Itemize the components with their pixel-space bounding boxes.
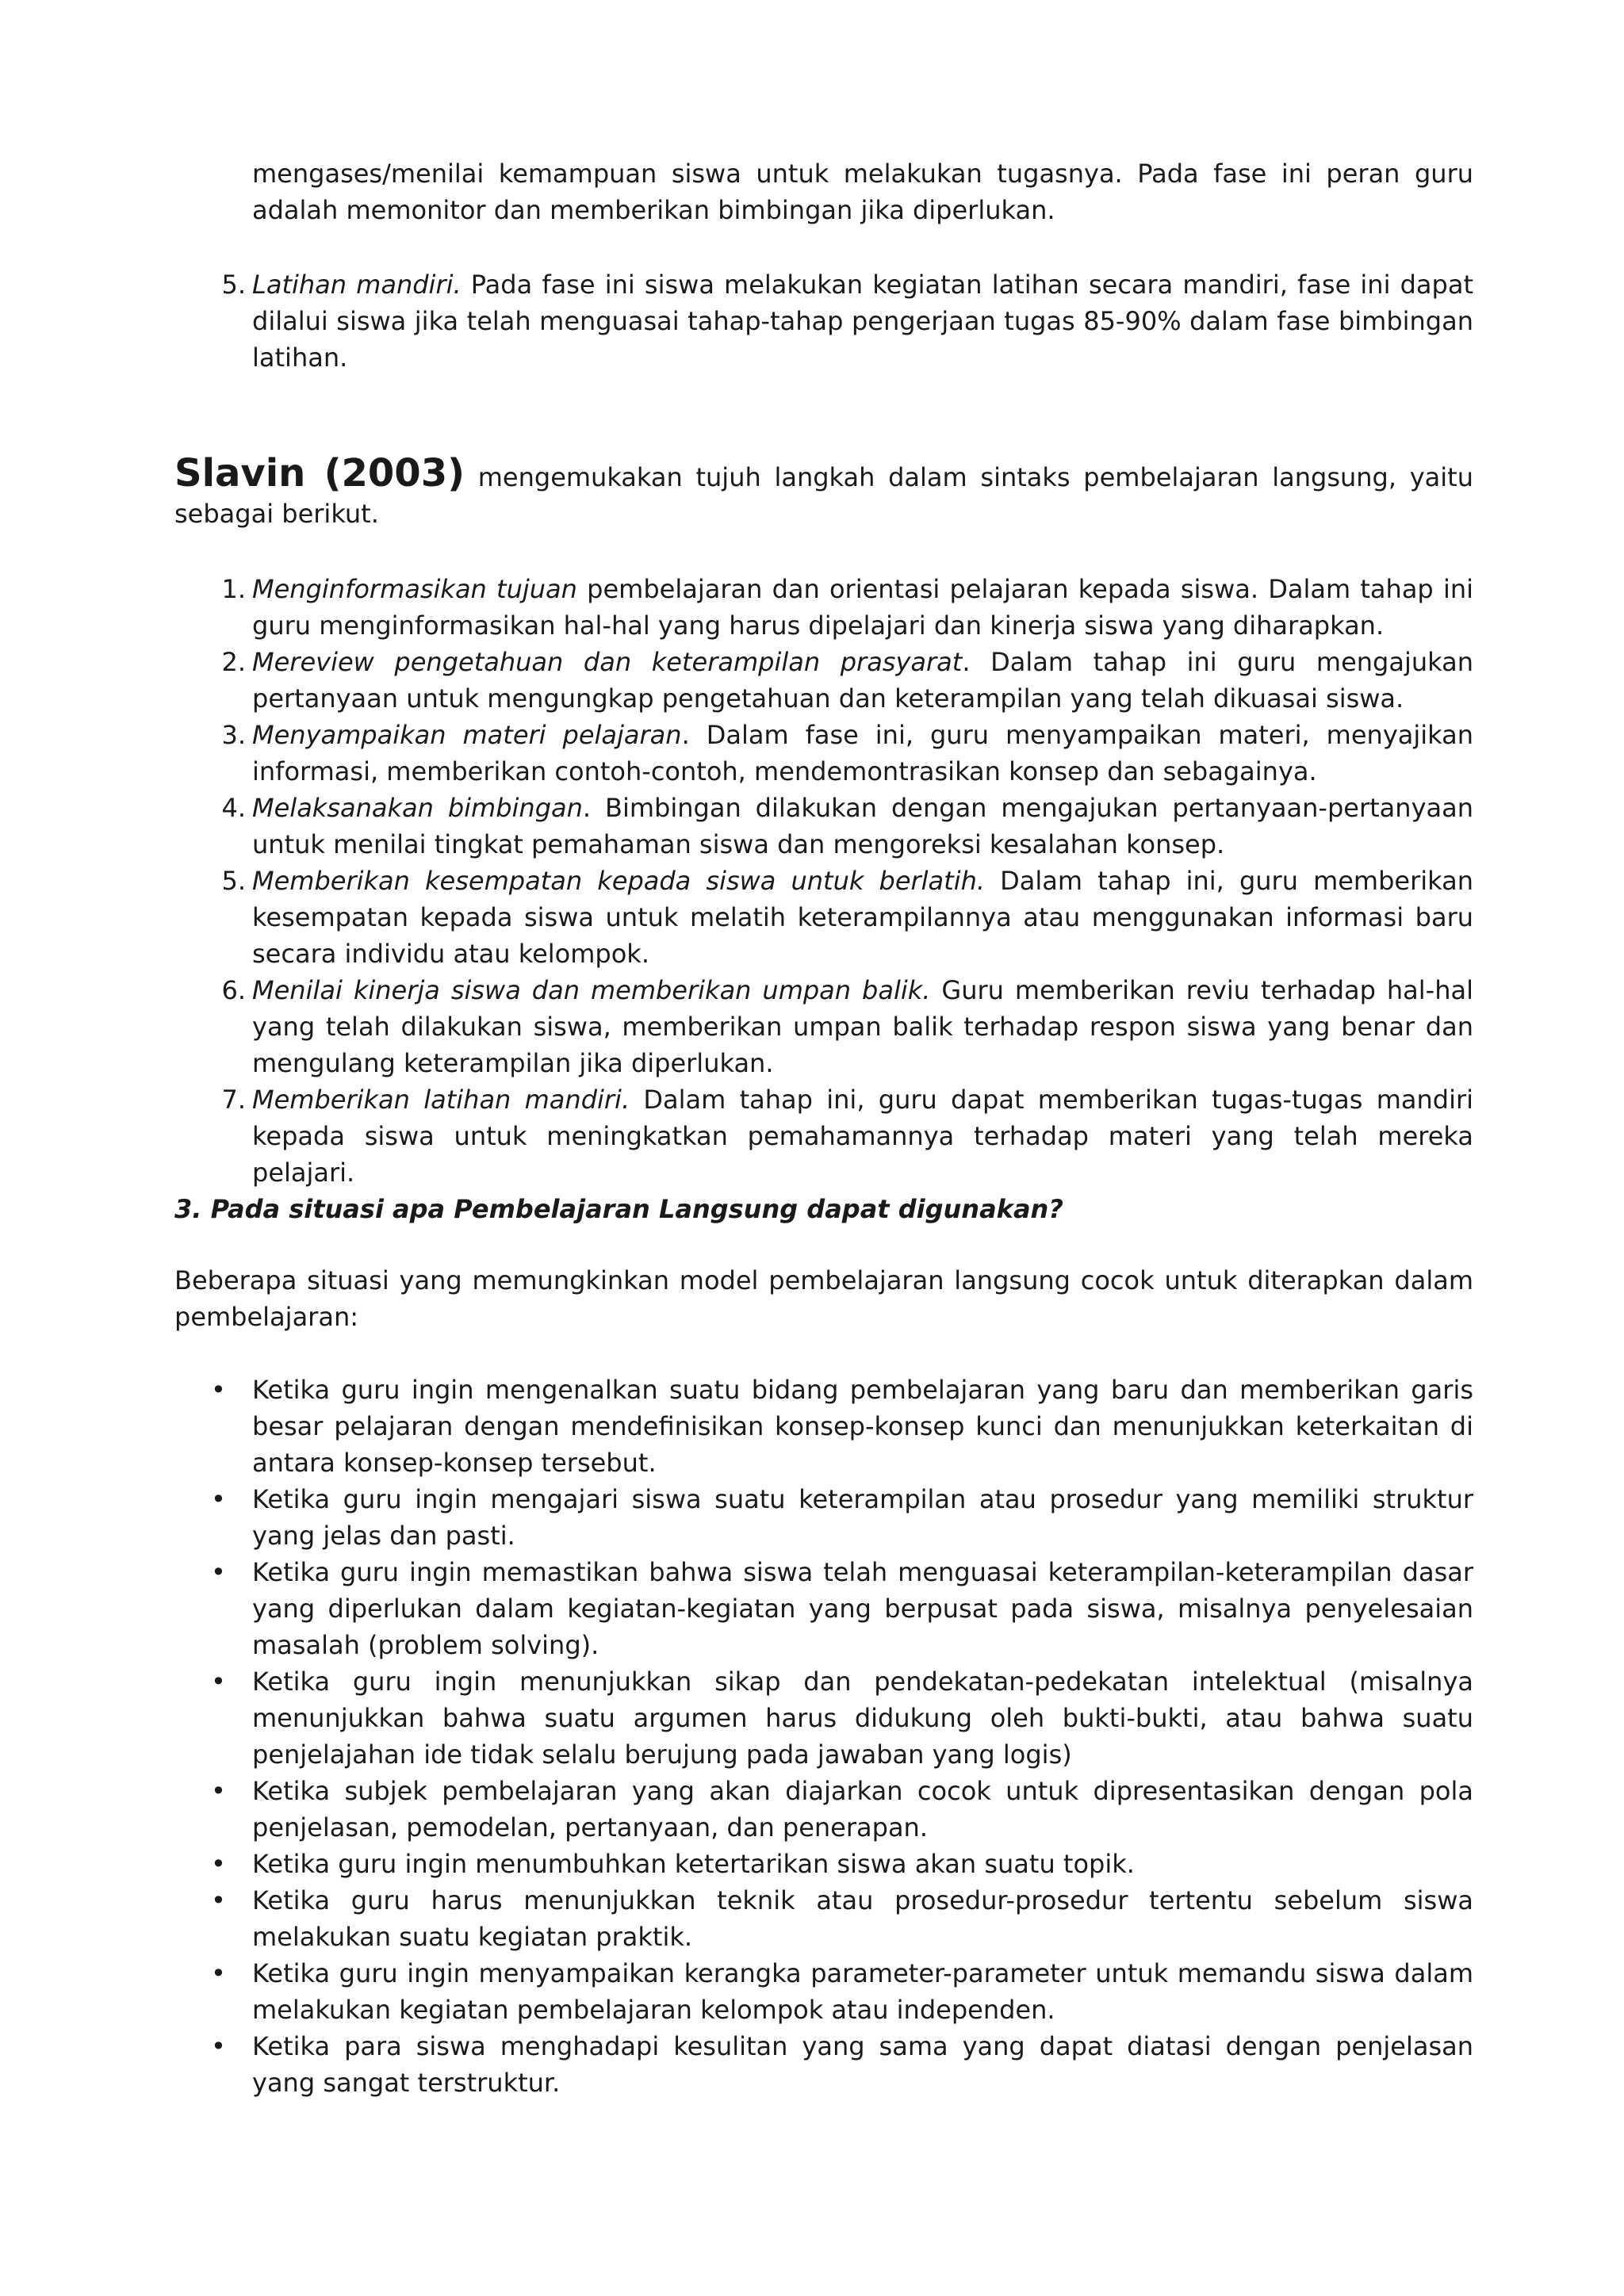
- situation-text: Ketika subjek pembelajaran yang akan diajarkan cocok untuk dipresentasikan dengan pola penjelasan, pemodelan, pertanyaan, dan penerapan.: [252, 1776, 1473, 1843]
- slavin-intro-text: mengemukakan tujuh langkah dalam sintaks pembelajaran langsung, yaitu sebagai berikut.: [174, 462, 1474, 529]
- step-text: Dalam tahap ini, guru dapat memberikan tugas-tugas mandiri kepada siswa untuk meningkatkan pemahamannya terhadap materi yang telah mereka pelajari.: [252, 1085, 1473, 1188]
- situation-item: [211, 1372, 1473, 1481]
- step-term: Melaksanakan bimbingan: [252, 793, 583, 823]
- phase-5-text: Pada fase ini siswa melakukan kegiatan latihan secara mandiri, fase ini dapat dilalui siswa jika telah menguasai tahap-tahap pengerjaan tugas 85-90% dalam fase bimbingan latihan.: [252, 270, 1474, 373]
- situation-item: [211, 1846, 1473, 1882]
- situation-item: [211, 1882, 1473, 1955]
- situation-item: [211, 1773, 1473, 1846]
- slavin-step: [221, 790, 1474, 863]
- slavin-intro: [174, 451, 1474, 532]
- slavin-step: [221, 972, 1474, 1081]
- step-text: . Bimbingan dilakukan dengan mengajukan pertanyaan-pertanyaan untuk menilai tingkat pemahaman siswa dan mengoreksi kesalahan konsep.: [252, 793, 1474, 859]
- slavin-step: [221, 571, 1474, 644]
- step-term: Memberikan kesempatan kepada siswa untuk berlatih.: [252, 866, 986, 896]
- slavin-step: [221, 644, 1474, 717]
- step-term: Mereview pengetahuan dan keterampilan prasyarat: [252, 647, 963, 677]
- situation-item: [211, 2028, 1473, 2101]
- step-number: 5.: [221, 866, 246, 896]
- step-text: Guru memberikan reviu terhadap hal-hal yang telah dilakukan siswa, memberikan umpan balik terhadap respon siswa yang benar dan mengulang keterampilan jika diperlukan.: [252, 975, 1474, 1078]
- bullet-icon: •: [211, 1667, 226, 1697]
- continuation-paragraph: mengases/menilai kemampuan siswa untuk melakukan tugasnya. Pada fase ini peran guru adalah memonitor dan memberikan bimbingan jika diperlukan.: [252, 159, 1473, 225]
- situation-text: Ketika guru ingin menyampaikan kerangka parameter-parameter untuk memandu siswa dalam melakukan kegiatan pembelajaran kelompok atau independen.: [252, 1958, 1473, 2025]
- step-text: Dalam tahap ini, guru memberikan kesempatan kepada siswa untuk melatih keterampilannya atau menggunakan informasi baru secara individu atau kelompok.: [252, 866, 1474, 969]
- step-text: . Dalam fase ini, guru menyampaikan materi, menyajikan informasi, memberikan contoh-contoh, mendemontrasikan konsep dan sebagainya.: [252, 720, 1474, 786]
- situation-text: Ketika guru ingin mengajari siswa suatu keterampilan atau prosedur yang memiliki struktur yang jelas dan pasti.: [252, 1484, 1473, 1551]
- step-number: 4.: [221, 793, 246, 823]
- phase-5-number: 5.: [221, 270, 246, 300]
- situation-text: Ketika guru ingin menunjukkan sikap dan pendekatan-pedekatan intelektual (misalnya menunjukkan bahwa suatu argumen harus didukung oleh bukti-bukti, atau bahwa suatu penjelajahan ide tidak selalu berujung pada jawaban yang logis): [252, 1667, 1473, 1770]
- situation-item: [211, 1955, 1473, 2028]
- step-term: Memberikan latihan mandiri.: [252, 1085, 630, 1115]
- situation-item: [211, 1554, 1473, 1663]
- step-term: Menyampaikan materi pelajaran: [252, 720, 682, 750]
- step-number: 6.: [221, 975, 246, 1005]
- section-3-intro: Beberapa situasi yang memungkinkan model pembelajaran langsung cocok untuk diterapkan dalam pembelajaran:: [174, 1265, 1473, 1332]
- slavin-steps-list: [221, 571, 1474, 1191]
- phase-5-item: [221, 266, 1474, 376]
- bullet-icon: •: [211, 1557, 226, 1587]
- step-text: pembelajaran dan orientasi pelajaran kepada siswa. Dalam tahap ini guru menginformasikan hal-hal yang harus dipelajari dan kinerja siswa yang diharapkan.: [252, 574, 1474, 641]
- slavin-step: [221, 717, 1474, 790]
- phase-5-term: Latihan mandiri.: [252, 270, 462, 300]
- bullet-icon: •: [211, 1484, 226, 1514]
- step-number: 7.: [221, 1085, 246, 1115]
- situations-list: [211, 1372, 1473, 2101]
- step-number: 3.: [221, 720, 246, 750]
- slavin-author: Slavin (2003): [174, 451, 465, 496]
- situation-text: Ketika guru ingin memastikan bahwa siswa telah menguasai keterampilan-keterampilan dasar yang diperlukan dalam kegiatan-kegiatan yang berpusat pada siswa, misalnya penyelesaian masalah (problem solving).: [252, 1557, 1473, 1660]
- situation-item: [211, 1481, 1473, 1554]
- bullet-icon: •: [211, 1375, 226, 1405]
- step-text: . Dalam tahap ini guru mengajukan pertanyaan untuk mengungkap pengetahuan dan keterampilan yang telah dikuasai siswa.: [252, 647, 1474, 714]
- section-3-heading: 3. Pada situasi apa Pembelajaran Langsung dapat digunakan?: [174, 1194, 1063, 1224]
- slavin-step: [221, 863, 1474, 972]
- situation-item: [211, 1663, 1473, 1773]
- bullet-icon: •: [211, 1849, 226, 1879]
- bullet-icon: •: [211, 1958, 226, 1988]
- slavin-step: [221, 1081, 1473, 1191]
- situation-text: Ketika para siswa menghadapi kesulitan yang sama yang dapat diatasi dengan penjelasan yang sangat terstruktur.: [252, 2031, 1473, 2098]
- bullet-icon: •: [211, 1885, 226, 1915]
- step-term: Menilai kinerja siswa dan memberikan umpan balik.: [252, 975, 931, 1005]
- situation-text: Ketika guru ingin menumbuhkan ketertarikan siswa akan suatu topik.: [252, 1849, 1135, 1879]
- step-number: 1.: [221, 574, 246, 604]
- bullet-icon: •: [211, 2031, 226, 2061]
- situation-text: Ketika guru ingin mengenalkan suatu bidang pembelajaran yang baru dan memberikan garis besar pelajaran dengan mendefinisikan konsep-konsep kunci dan menunjukkan keterkaitan di antara konsep-konsep tersebut.: [252, 1375, 1473, 1478]
- situation-text: Ketika guru harus menunjukkan teknik atau prosedur-prosedur tertentu sebelum siswa melakukan suatu kegiatan praktik.: [252, 1885, 1473, 1952]
- step-term: Menginformasikan tujuan: [252, 574, 577, 604]
- bullet-icon: •: [211, 1776, 226, 1806]
- step-number: 2.: [221, 647, 246, 677]
